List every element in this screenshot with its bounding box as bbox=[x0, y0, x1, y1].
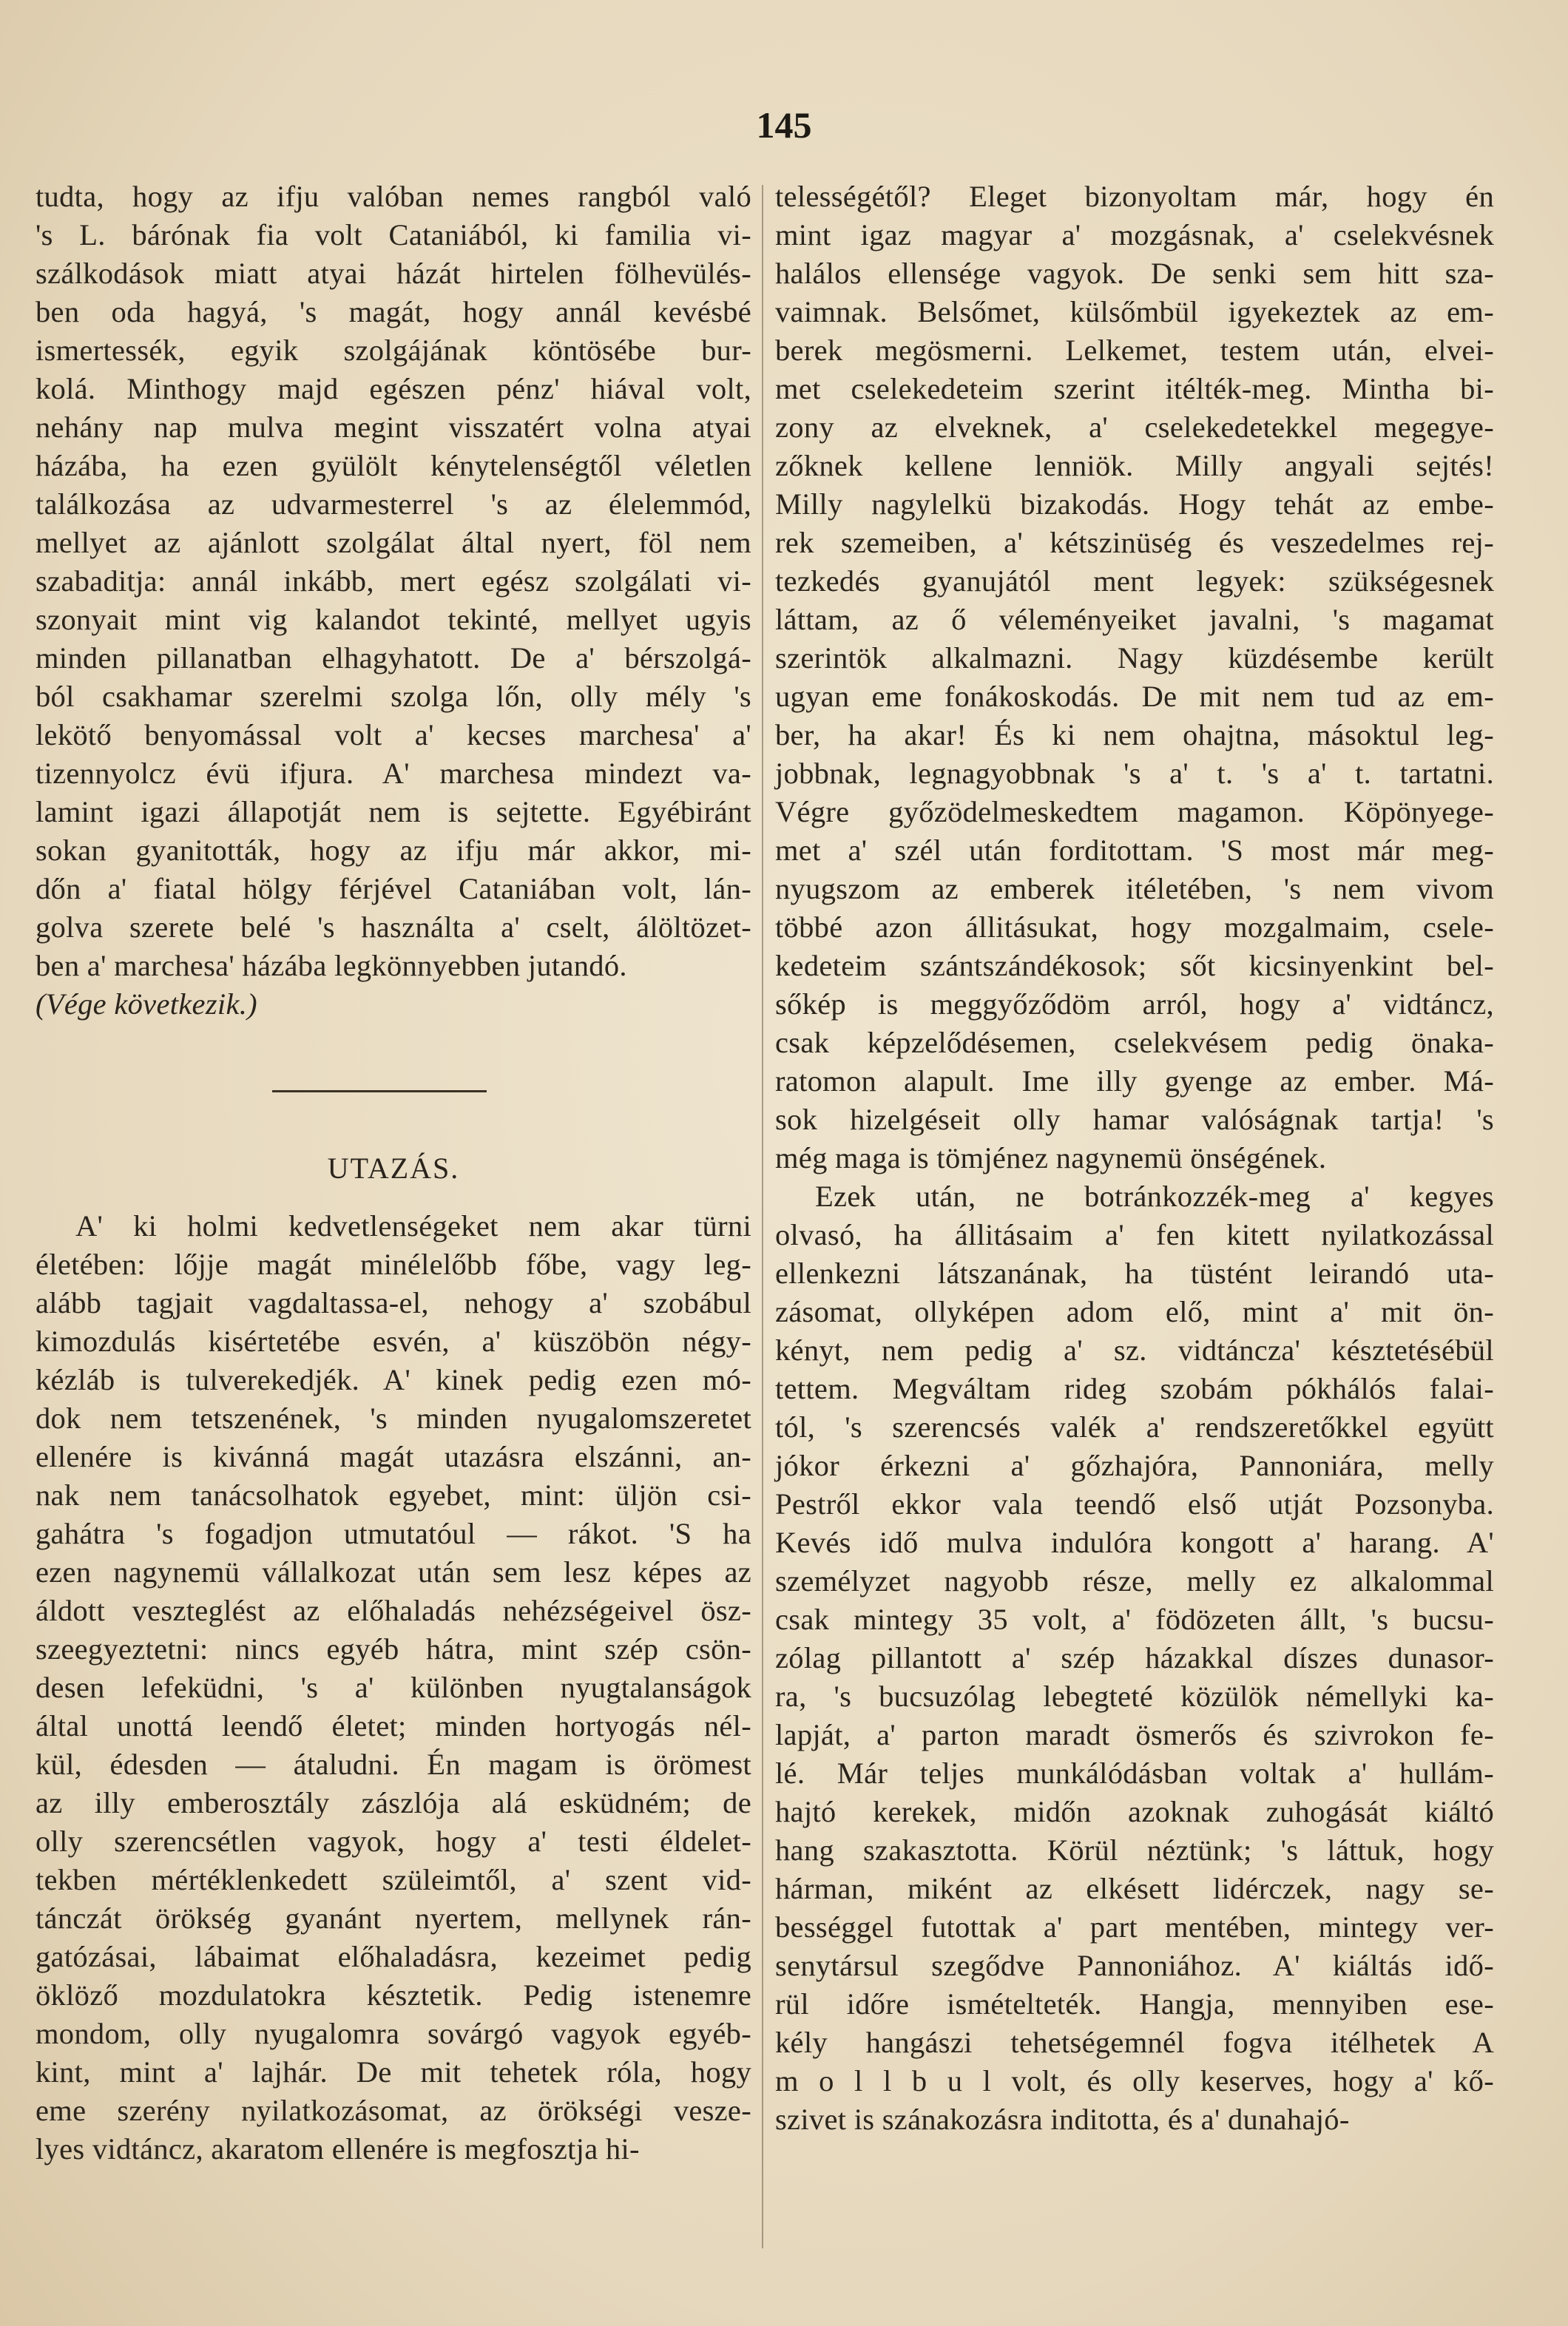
text-line: sok hizelgéseit olly hamar valóságnak tartja! 's bbox=[775, 1103, 1494, 1136]
text-line: telességétől? Eleget bizonyoltam már, hogy én bbox=[775, 180, 1494, 213]
text-line: senytársul szegődve Pannoniához. A' kiáltás idő- bbox=[775, 1949, 1494, 1982]
text-line: szonyait mint vig kalandot tekinté, mellyet ugyis bbox=[36, 603, 751, 636]
text-line: m o l l b u l volt, és olly keserves, hogy a' kő- bbox=[775, 2064, 1494, 2097]
text-line: áldott veszteglést az előhaladás nehézségeivel ösz- bbox=[36, 1594, 751, 1627]
text-line: ellenkezni látszanának, ha tüstént leirandó uta- bbox=[775, 1257, 1494, 1290]
text-line: ellenére is kivánná magát utazásra elszánni, an- bbox=[36, 1440, 751, 1473]
text-line: ból csakhamar szerelmi szolga lőn, olly mély 's bbox=[36, 680, 751, 713]
text-line: bességgel futottak a' part mentében, mintegy ver- bbox=[775, 1910, 1494, 1944]
text-line: eme szerény nyilatkozásomat, az örökségi vesze- bbox=[36, 2094, 751, 2127]
text-line: tánczát örökség gyanánt nyertem, mellynek rán- bbox=[36, 1901, 751, 1935]
text-line: golva szerete belé 's használta a' cselt, álöltözet- bbox=[36, 910, 751, 944]
text-line: vaimnak. Belsőmet, külsőmbül igyekeztek az em- bbox=[775, 295, 1494, 328]
text-line: nehány nap mulva megint visszatért volna atyai bbox=[36, 410, 751, 444]
text-line: nak nem tanácsolhatok egyebet, mint: üljön csi- bbox=[36, 1478, 751, 1512]
text-line: ratomon alapult. Ime illy gyenge az ember. Má- bbox=[775, 1064, 1494, 1098]
text-line: szabaditja: annál inkább, mert egész szolgálati vi- bbox=[36, 564, 751, 598]
text-line: öklöző mozdulatokra késztetik. Pedig istenemre bbox=[36, 1978, 751, 2012]
text-line: tól, 's szerencsés valék a' rendszeretőkkel együtt bbox=[775, 1410, 1494, 1444]
text-line: házába, ha ezen gyülölt kénytelenségtől véletlen bbox=[36, 449, 751, 482]
text-line: zólag pillantott a' szép házakkal díszes dunasor- bbox=[775, 1641, 1494, 1674]
text-line: zőknek kellene lenniök. Milly angyali sejtés! bbox=[775, 449, 1494, 482]
text-line: dok nem tetszenének, 's minden nyugalomszeretet bbox=[36, 1402, 751, 1435]
text-line: kül, édesden — átaludni. Én magam is örömest bbox=[36, 1748, 751, 1781]
section-separator-rule bbox=[36, 1062, 751, 1101]
text-line: tekben mértéklenkedett szüleimtől, a' szent vid- bbox=[36, 1863, 751, 1896]
left-column bbox=[36, 178, 751, 2168]
text-line: rül időre ismételteték. Hangja, mennyiben ese- bbox=[775, 1987, 1494, 2021]
text-line: hárman, miként az elkésett lidérczek, nagy se- bbox=[775, 1872, 1494, 1905]
text-line: tudta, hogy az ifju valóban nemes rangból való bbox=[36, 180, 751, 213]
text-line: Végre győzödelmeskedtem magamon. Köpönyege- bbox=[775, 795, 1494, 828]
text-line: ber, ha akar! És ki nem ohajtna, másoktul leg- bbox=[775, 718, 1494, 751]
text-line: nyugszom az emberek itéletében, 's nem vivom bbox=[775, 872, 1494, 905]
text-line: szeegyeztetni: nincs egyéb hátra, mint szép csön- bbox=[36, 1632, 751, 1666]
text-line: mint igaz magyar a' mozgásnak, a' cselekvésnek bbox=[775, 218, 1494, 251]
text-line: többé azon állitásukat, hogy mozgalmaim, csele- bbox=[775, 910, 1494, 944]
text-line: láttam, az ő véleményeiket javalni, 's magamat bbox=[775, 603, 1494, 636]
text-line: kint, mint a' lajhár. De mit tehetek róla, hogy bbox=[36, 2055, 751, 2089]
text-line: gahátra 's fogadjon utmutatóul — rákot. 'S ha bbox=[36, 1517, 751, 1550]
text-line: alább tagjait vagdaltassa-el, nehogy a' szobábul bbox=[36, 1286, 751, 1319]
text-line: met a' szél után forditottam. 'S most már meg- bbox=[775, 834, 1494, 867]
text-line: még maga is tömjénez nagynemü önségének. bbox=[775, 1141, 1327, 1174]
text-line: ben oda hagyá, 's magát, hogy annál kevésbé bbox=[36, 295, 751, 328]
text-line: sokan gyanitották, hogy az ifju már akkor, mi- bbox=[36, 834, 751, 867]
story-ending-paragraph bbox=[36, 178, 751, 985]
text-line: olvasó, ha állitásaim a' fen kitett nyilatkozással bbox=[775, 1218, 1494, 1251]
text-line: kimozdulás kisértetébe esvén, a' küszöbön négy- bbox=[36, 1325, 751, 1358]
text-line: Milly nagylelkü bizakodás. Hogy tehát az embe- bbox=[775, 487, 1494, 521]
text-line: ugyan eme fonákoskodás. De mit nem tud az em- bbox=[775, 680, 1494, 713]
text-line: kényt, nem pedig a' sz. vidtáncza' késztetésébül bbox=[775, 1333, 1494, 1367]
text-line: csak képzelődésemen, cselekvésem pedig önaka- bbox=[775, 1026, 1494, 1059]
article-paragraph bbox=[775, 1177, 1494, 2139]
text-line: tettem. Megváltam rideg szobám pókhálós falai- bbox=[775, 1372, 1494, 1405]
text-line: kézláb is tulverekedjék. A' kinek pedig ezen mó- bbox=[36, 1363, 751, 1396]
text-line: lamint igazi állapotját nem is sejtette. Egyébiránt bbox=[36, 795, 751, 828]
article-paragraph bbox=[36, 1207, 751, 2168]
text-line: Kevés idő mulva indulóra kongott a' harang. A' bbox=[775, 1526, 1494, 1559]
text-line: mondom, olly nyugalomra sovárgó vagyok egyéb- bbox=[36, 2017, 751, 2050]
text-line: desen lefeküdni, 's a' különben nyugtalanságok bbox=[36, 1671, 751, 1704]
text-line: Ezek után, ne botránkozzék-meg a' kegyes bbox=[815, 1180, 1494, 1213]
text-line: A' ki holmi kedvetlenségeket nem akar türni bbox=[75, 1209, 751, 1243]
text-line: által unottá leendő életet; minden hortyogás nél- bbox=[36, 1709, 751, 1742]
text-line: minden pillanatban elhagyhatott. De a' bérszolgá- bbox=[36, 641, 751, 675]
text-line: kély hangászi tehetségemnél fogva itélhetek A bbox=[775, 2026, 1494, 2059]
column-divider bbox=[762, 185, 763, 2248]
text-line: halálos ellensége vagyok. De senki sem hitt sza- bbox=[775, 257, 1494, 290]
continuation-note: (Vége következik.) bbox=[36, 987, 257, 1021]
right-column bbox=[775, 178, 1494, 2139]
text-line: berek megösmerni. Lelkemet, testem után, elvei- bbox=[775, 334, 1494, 367]
text-line: jobbnak, legnagyobbnak 's a' t. 's a' t. tartatni. bbox=[775, 757, 1494, 790]
text-line: szerintök alkalmazni. Nagy küzdésembe került bbox=[775, 641, 1494, 675]
text-line: 's L. bárónak fia volt Cataniából, ki familia vi- bbox=[36, 218, 751, 251]
text-line: sőkép is meggyőződöm arról, hogy a' vidtáncz, bbox=[775, 987, 1494, 1021]
text-line: személyzet nagyobb része, melly ez alkalommal bbox=[775, 1564, 1494, 1598]
text-line: lekötő benyomással volt a' kecses marchesa' a' bbox=[36, 718, 751, 751]
text-line: szivet is szánakozásra inditotta, és a' dunahajó- bbox=[775, 2103, 1350, 2136]
text-line: jókor érkezni a' gőzhajóra, Pannoniára, melly bbox=[775, 1449, 1494, 1482]
text-line: olly szerencsétlen vagyok, hogy a' testi éldelet- bbox=[36, 1825, 751, 1858]
text-line: dőn a' fiatal hölgy férjével Cataniában volt, lán- bbox=[36, 872, 751, 905]
article-heading: UTAZÁS. bbox=[327, 1152, 460, 1185]
text-line: ismertessék, egyik szolgájának köntösébe bur- bbox=[36, 334, 751, 367]
text-line: lé. Már teljes munkálódásban voltak a' hullám- bbox=[775, 1757, 1494, 1790]
text-line: gatózásai, lábaimat előhaladásra, kezeimet pedig bbox=[36, 1940, 751, 1973]
text-line: találkozása az udvarmesterrel 's az élelemmód, bbox=[36, 487, 751, 521]
text-line: az illy emberosztály zászlója alá esküdném; de bbox=[36, 1786, 751, 1819]
text-line: életében: lőjje magát minélelőbb főbe, vagy leg- bbox=[36, 1248, 751, 1281]
text-line: ezen nagynemü vállalkozat után sem lesz képes az bbox=[36, 1555, 751, 1589]
text-line: Pestről ekkor vala teendő első utját Pozsonyba. bbox=[775, 1487, 1494, 1521]
text-line: mellyet az ajánlott szolgálat által nyert, föl nem bbox=[36, 526, 751, 559]
text-line: rek szemeiben, a' kétszinüség és veszedelmes rej- bbox=[775, 526, 1494, 559]
text-line: tezkedés gyanujától ment legyek: szükségesnek bbox=[775, 564, 1494, 598]
text-line: lapját, a' parton maradt ösmerős és szivrokon fe- bbox=[775, 1718, 1494, 1751]
text-line: tizennyolcz évü ifjura. A' marchesa mindezt va- bbox=[36, 757, 751, 790]
text-line: szálkodások miatt atyai házát hirtelen fölhevülés- bbox=[36, 257, 751, 290]
page-number: 145 bbox=[756, 104, 812, 146]
text-line: ra, 's bucsuzólag lebegteté közülök némellyki ka- bbox=[775, 1680, 1494, 1713]
text-line: ben a' marchesa' házába legkönnyebben jutandó. bbox=[36, 949, 627, 982]
text-line: zony az elveknek, a' cselekedetekkel megegye- bbox=[775, 410, 1494, 444]
text-line: lyes vidtáncz, akaratom ellenére is megfosztja hi- bbox=[36, 2132, 640, 2166]
text-line: zásomat, ollyképen adom elő, mint a' mit ön- bbox=[775, 1295, 1494, 1328]
text-line: kedeteim szántszándékosok; sőt kicsinyenkint bel- bbox=[775, 949, 1494, 982]
text-line: csak mintegy 35 volt, a' födözeten állt, 's bucsu- bbox=[775, 1603, 1494, 1636]
text-line: hajtó kerekek, midőn azoknak zuhogását kiáltó bbox=[775, 1795, 1494, 1828]
article-paragraph bbox=[775, 178, 1494, 1177]
text-line: kolá. Minthogy majd egészen pénz' hiával volt, bbox=[36, 372, 751, 405]
text-line: hang szakasztotta. Körül néztünk; 's láttuk, hogy bbox=[775, 1833, 1494, 1867]
text-line: met cselekedeteim szerint itélték-meg. Mintha bi- bbox=[775, 372, 1494, 405]
